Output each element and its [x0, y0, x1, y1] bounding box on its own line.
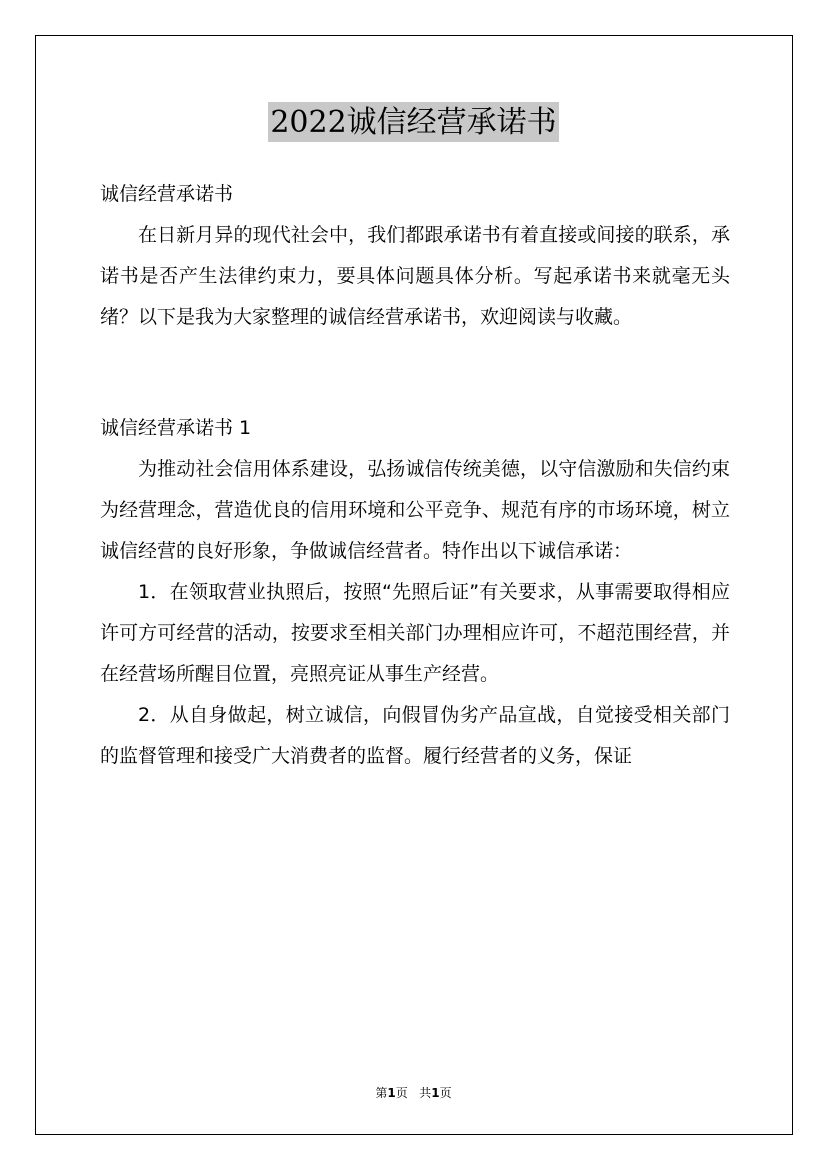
document-body — [100, 174, 730, 777]
page-suffix: 页 — [395, 1086, 408, 1100]
commitment-item-2: 2．从自身做起，树立诚信，向假冒伪劣产品宣战，自觉接受相关部门的监督管理和接受广大消费者的监督。履行经营者的义务，保证 — [100, 704, 730, 767]
section-heading: 诚信经营承诺书 1 — [100, 417, 252, 439]
total-suffix: 页 — [439, 1086, 452, 1100]
page-footer — [0, 1084, 827, 1101]
document-title-container — [0, 102, 827, 142]
document-title: 2022诚信经营承诺书 — [268, 102, 558, 142]
page-number: 1 — [387, 1086, 396, 1100]
page-prefix: 第 — [375, 1086, 388, 1100]
commitment-item-1: 1．在领取营业执照后，按照“先照后证”有关要求，从事需要取得相应许可方可经营的活动，按要求至相关部门办理相应许可，不超范围经营，并在经营场所醒目位置，亮照亮证从事生产经营。 — [100, 581, 730, 685]
section-spacer — [100, 338, 730, 408]
intro-paragraph: 在日新月异的现代社会中，我们都跟承诺书有着直接或间接的联系，承诺书是否产生法律约束力，要具体问题具体分析。写起承诺书来就毫无头绪？以下是我为大家整理的诚信经营承诺书，欢迎阅读与收藏。 — [100, 224, 730, 328]
total-prefix: 共 — [419, 1086, 432, 1100]
section-intro-paragraph: 为推动社会信用体系建设，弘扬诚信传统美德，以守信激励和失信约束为经营理念，营造优良的信用环境和公平竞争、规范有序的市场环境，树立诚信经营的良好形象，争做诚信经营者。特作出以下诚信承诺： — [100, 458, 730, 562]
document-subtitle: 诚信经营承诺书 — [100, 183, 234, 205]
total-number: 1 — [431, 1086, 440, 1100]
